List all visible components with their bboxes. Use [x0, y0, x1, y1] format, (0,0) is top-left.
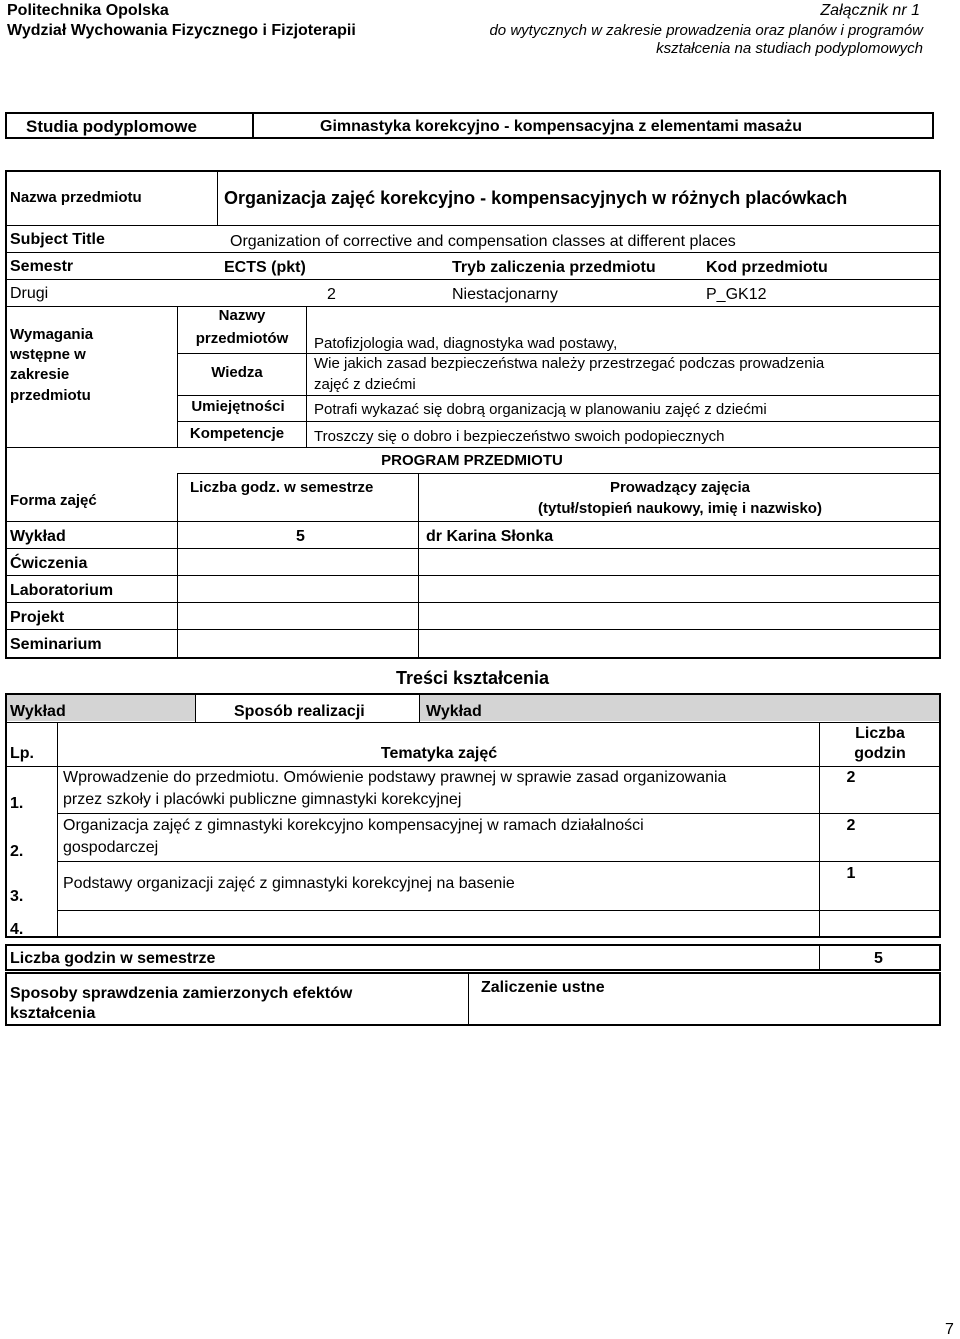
assessment-label-1: Sposoby sprawdzenia zamierzonych efektów [10, 985, 353, 1002]
prerequisites-label-4: przedmiotu [10, 387, 91, 404]
subject-title-value: Organization of corrective and compensation classes at different places [230, 233, 736, 250]
knowledge-line-1: Wie jakich zasad bezpieczeństwa należy przestrzegać podczas prowadzenia [314, 355, 825, 372]
ects-label: ECTS (pkt) [224, 259, 306, 276]
course-name-label: Nazwa przedmiotu [10, 189, 142, 206]
lecturer-label-2: (tytuł/stopień naukowy, imię i nazwisko) [538, 500, 822, 517]
course-name-value: Organizacja zajęć korekcyjno - kompensacyjnych w różnych placówkach [224, 188, 848, 208]
prerequisites-label-1: Wymagania [10, 326, 94, 343]
code-value: P_GK12 [706, 286, 767, 303]
topic-3-hours: 1 [846, 865, 856, 882]
content-form-label: Wykład [10, 703, 66, 720]
topic-lp-2: 2. [10, 843, 24, 860]
form-label: Forma zajęć [10, 492, 97, 509]
competence-label: Kompetencje [189, 425, 285, 442]
names-value: Patofizjologia wad, diagnostyka wad postawy, [314, 335, 618, 352]
topic-label: Tematyka zajęć [380, 745, 498, 762]
assessment-label-2: kształcenia [10, 1005, 96, 1022]
form-row-lecture: Wykład [10, 528, 66, 545]
total-hours-value: 5 [874, 950, 883, 967]
topic-2-hours: 2 [846, 817, 856, 834]
topic-1-line-2: przez szkoły i placówki publiczne gimnastyki korekcyjnej [63, 791, 462, 808]
content-method-value: Wykład [426, 703, 482, 720]
topic-2-line-1: Organizacja zajęć z gimnastyki korekcyjno kompensacyjnej w ramach działalności [63, 817, 644, 834]
skills-label: Umiejętności [191, 398, 285, 415]
competence-value: Troszczy się o dobro i bezpieczeństwo swoich podopiecznych [314, 428, 725, 445]
topic-lp-4: 4. [10, 921, 24, 938]
university-name: Politechnika Opolska [7, 2, 169, 19]
form-row-laboratory: Laboratorium [10, 582, 114, 599]
topic-1-hours: 2 [846, 769, 856, 786]
knowledge-line-2: zajęć z dziećmi [314, 376, 416, 393]
topic-lp-1: 1. [10, 795, 24, 812]
semester-value: Drugi [10, 285, 49, 302]
skills-value: Potrafi wykazać się dobrą organizacją w planowaniu zajęć z dziećmi [314, 401, 767, 418]
subject-title-label: Subject Title [10, 231, 105, 248]
annex-line-1: do wytycznych w zakresie prowadzenia oraz planów i programów [489, 22, 923, 39]
studies-label: Studia podyplomowe [26, 117, 197, 136]
topic-2-line-2: gospodarczej [63, 839, 159, 856]
content-hours-label-1: Liczba [855, 725, 905, 742]
semester-label: Semestr [10, 258, 74, 275]
studies-name: Gimnastyka korekcyjno - kompensacyjna z elementami masażu [320, 118, 802, 135]
form-row-exercises: Ćwiczenia [10, 555, 88, 572]
names-label-2: przedmiotów [195, 330, 289, 347]
names-label-1: Nazwy [218, 307, 266, 324]
lecturer-row-lecture: dr Karina Słonka [426, 528, 554, 545]
content-hours-label-2: godzin [854, 745, 906, 762]
prerequisites-label-2: wstępne w [10, 346, 86, 363]
annex-line-2: kształcenia na studiach podyplomowych [656, 40, 923, 57]
content-method-value-cell [420, 695, 939, 721]
mode-label: Tryb zaliczenia przedmiotu [452, 259, 656, 276]
topic-1-line-1: Wprowadzenie do przedmiotu. Omówienie podstawy prawnej w sprawie zasad organizowania [63, 769, 727, 786]
hours-row-lecture: 5 [296, 528, 305, 545]
form-row-seminar: Seminarium [10, 636, 102, 653]
topic-lp-3: 3. [10, 888, 24, 905]
form-row-project: Projekt [10, 609, 65, 626]
content-method-label: Sposób realizacji [234, 703, 365, 720]
page-number: 7 [945, 1321, 954, 1338]
lp-label: Lp. [10, 745, 34, 762]
knowledge-label: Wiedza [211, 364, 263, 381]
ects-value: 2 [327, 286, 336, 303]
topic-3-line-1: Podstawy organizacji zajęć z gimnastyki korekcyjnej na basenie [63, 875, 515, 892]
total-hours-label: Liczba godzin w semestrze [10, 950, 216, 967]
prerequisites-label-3: zakresie [10, 366, 70, 383]
faculty-name: Wydział Wychowania Fizycznego i Fizjoterapii [7, 22, 356, 39]
assessment-value: Zaliczenie ustne [481, 979, 605, 996]
code-label: Kod przedmiotu [706, 259, 828, 276]
content-title: Treści kształcenia [395, 668, 550, 688]
mode-value: Niestacjonarny [452, 286, 558, 303]
program-title: PROGRAM PRZEDMIOTU [381, 452, 563, 469]
lecturer-label-1: Prowadzący zajęcia [609, 479, 751, 496]
annex-title: Załącznik nr 1 [820, 2, 920, 19]
hours-label: Liczba godz. w semestrze [190, 479, 374, 496]
